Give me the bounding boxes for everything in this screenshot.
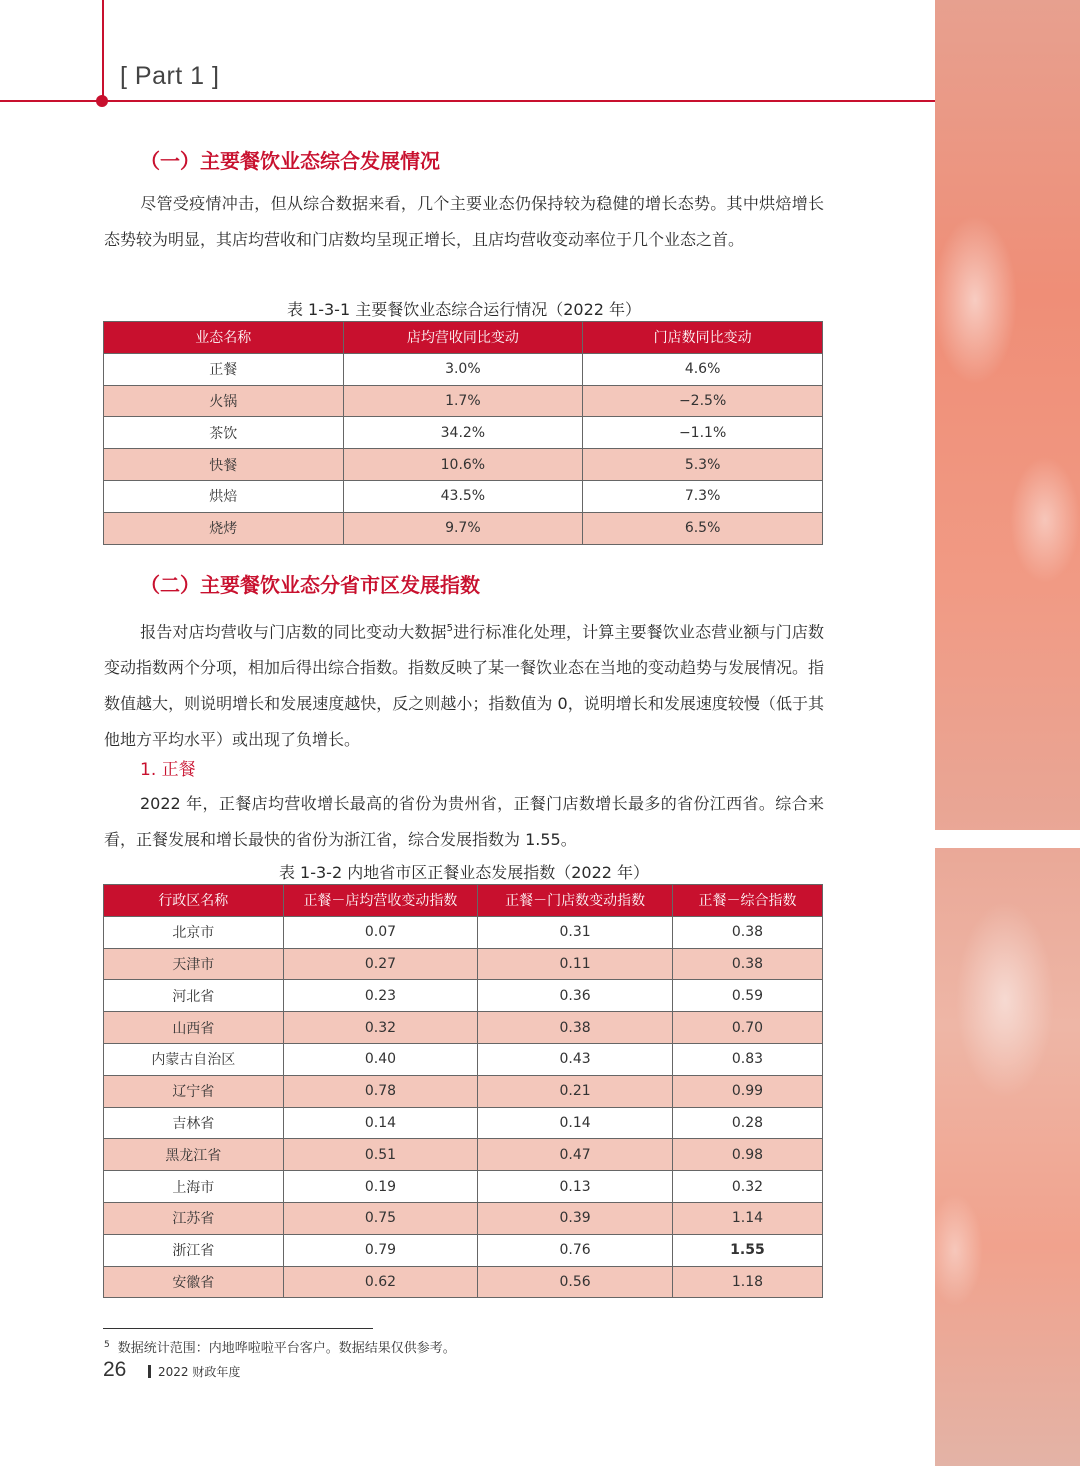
footnote-text: 数据统计范围：内地哗啦啦平台客户。数据结果仅供参考。 xyxy=(117,1341,456,1356)
table-row xyxy=(104,980,823,1012)
table1-header-row xyxy=(104,322,823,354)
table-cell: 0.11 xyxy=(478,948,673,980)
table-cell: 烧烤 xyxy=(104,512,344,544)
table-cell: 1.14 xyxy=(672,1202,822,1234)
table2 xyxy=(103,884,823,1298)
section2-title: （二）主要餐饮业态分省市区发展指数 xyxy=(140,573,480,597)
subsection-paragraph: 2022 年，正餐店均营收增长最高的省份为贵州省，正餐门店数增长最多的省份江西省。综合来看，正餐发展和增长最快的省份为浙江省，综合发展指数为 1.55。 xyxy=(104,794,824,849)
table-cell: 0.76 xyxy=(478,1234,673,1266)
table1-header: 门店数同比变动 xyxy=(583,322,823,354)
table-row xyxy=(104,1107,823,1139)
table-cell: 0.32 xyxy=(672,1171,822,1203)
table-row xyxy=(104,1139,823,1171)
table-cell: 烘焙 xyxy=(104,480,344,512)
table-cell: 吉林省 xyxy=(104,1107,284,1139)
table-row xyxy=(104,480,823,512)
table-cell: 0.36 xyxy=(478,980,673,1012)
side-photo-divider xyxy=(935,830,1080,848)
table-cell: 34.2% xyxy=(343,417,583,449)
table-row xyxy=(104,385,823,417)
table-row xyxy=(104,1202,823,1234)
table-cell-highlight: 1.55 xyxy=(672,1234,822,1266)
table-cell: 5.3% xyxy=(583,449,823,481)
table-cell: 0.32 xyxy=(283,1012,478,1044)
table-cell: 0.14 xyxy=(478,1107,673,1139)
table-cell: 黑龙江省 xyxy=(104,1139,284,1171)
table-row xyxy=(104,1075,823,1107)
table-cell: 0.19 xyxy=(283,1171,478,1203)
table-cell: 0.28 xyxy=(672,1107,822,1139)
table-cell: 0.38 xyxy=(672,948,822,980)
publication-name: 2022 财政年度 xyxy=(158,1365,241,1379)
table2-header: 行政区名称 xyxy=(104,885,284,917)
table1-caption: 表 1-3-1 主要餐饮业态综合运行情况（2022 年） xyxy=(286,300,642,319)
table-cell: 天津市 xyxy=(104,948,284,980)
table2-header: 正餐－门店数变动指数 xyxy=(478,885,673,917)
table-cell: 0.31 xyxy=(478,916,673,948)
table-cell: 0.21 xyxy=(478,1075,673,1107)
table-cell: 7.3% xyxy=(583,480,823,512)
table-cell: 江苏省 xyxy=(104,1202,284,1234)
table-row xyxy=(104,948,823,980)
table-cell: 0.38 xyxy=(672,916,822,948)
table-row xyxy=(104,417,823,449)
table-cell: 0.27 xyxy=(283,948,478,980)
table2-header: 正餐－综合指数 xyxy=(672,885,822,917)
table-cell: 43.5% xyxy=(343,480,583,512)
table-cell: 0.78 xyxy=(283,1075,478,1107)
table-cell: 0.62 xyxy=(283,1266,478,1298)
table-cell: 1.7% xyxy=(343,385,583,417)
section1-title: （一）主要餐饮业态综合发展情况 xyxy=(140,149,440,173)
table-cell: 3.0% xyxy=(343,353,583,385)
table-cell: 9.7% xyxy=(343,512,583,544)
header-dot xyxy=(96,95,108,107)
table1-header: 业态名称 xyxy=(104,322,344,354)
table-cell: 0.23 xyxy=(283,980,478,1012)
table-cell: 0.07 xyxy=(283,916,478,948)
table-cell: 北京市 xyxy=(104,916,284,948)
header-vertical-rule xyxy=(102,0,104,102)
table-row xyxy=(104,1043,823,1075)
table-cell: 0.75 xyxy=(283,1202,478,1234)
section2-paragraph: 报告对店均营收与门店数的同比变动大数据$^5$进行标准化处理，计算主要餐饮业态营业额与门店数变动指数两个分项，相加后得出综合指数。指数反映了某一餐饮业态在当地的变动趋势与发展情况。指数值越大，则说明增长和发展速度越快，反之则越小；指数值为 0，说明增长和发展速度较慢（低于其他地方平均水平）或出现了负增长。 xyxy=(104,622,825,750)
table-cell: 内蒙古自治区 xyxy=(104,1043,284,1075)
table-cell: 0.51 xyxy=(283,1139,478,1171)
table-cell: 0.83 xyxy=(672,1043,822,1075)
table-cell: 4.6% xyxy=(583,353,823,385)
header-horizontal-rule xyxy=(0,100,935,102)
table1-header: 店均营收同比变动 xyxy=(343,322,583,354)
table2-header: 正餐－店均营收变动指数 xyxy=(283,885,478,917)
table-cell: 0.99 xyxy=(672,1075,822,1107)
footnote-ref: 5 xyxy=(446,623,453,634)
table-row xyxy=(104,1234,823,1266)
table-cell: 正餐 xyxy=(104,353,344,385)
table-cell: 1.18 xyxy=(672,1266,822,1298)
table-row xyxy=(104,916,823,948)
table-cell: 0.47 xyxy=(478,1139,673,1171)
table-cell: 6.5% xyxy=(583,512,823,544)
footnote xyxy=(104,1337,456,1356)
table-row xyxy=(104,1266,823,1298)
table-cell: 0.43 xyxy=(478,1043,673,1075)
table-cell: 0.70 xyxy=(672,1012,822,1044)
table-cell: 山西省 xyxy=(104,1012,284,1044)
table-cell: 浙江省 xyxy=(104,1234,284,1266)
table-cell: 0.14 xyxy=(283,1107,478,1139)
table-cell: −1.1% xyxy=(583,417,823,449)
table-row xyxy=(104,1171,823,1203)
table2-header-row xyxy=(104,885,823,917)
table-cell: 上海市 xyxy=(104,1171,284,1203)
table-cell: 0.39 xyxy=(478,1202,673,1234)
table-cell: 10.6% xyxy=(343,449,583,481)
table-cell: 0.79 xyxy=(283,1234,478,1266)
table-row xyxy=(104,1012,823,1044)
side-photo xyxy=(935,0,1080,1466)
table-cell: 0.40 xyxy=(283,1043,478,1075)
subsection-title: 1. 正餐 xyxy=(140,760,196,780)
table-cell: 河北省 xyxy=(104,980,284,1012)
table-row xyxy=(104,449,823,481)
table-row xyxy=(104,512,823,544)
table-cell: 0.38 xyxy=(478,1012,673,1044)
section1-paragraph: 尽管受疫情冲击，但从综合数据来看，几个主要业态仍保持较为稳健的增长态势。其中烘焙增长态势较为明显，其店均营收和门店数均呈现正增长，且店均营收变动率位于几个业态之首。 xyxy=(104,194,824,249)
part-label: [ Part 1 ] xyxy=(120,62,220,90)
table-cell: 0.98 xyxy=(672,1139,822,1171)
table-row xyxy=(104,353,823,385)
table-cell: 0.59 xyxy=(672,980,822,1012)
table-cell: 辽宁省 xyxy=(104,1075,284,1107)
table-cell: 茶饮 xyxy=(104,417,344,449)
table-cell: 火锅 xyxy=(104,385,344,417)
table1 xyxy=(103,321,823,545)
table-cell: 0.56 xyxy=(478,1266,673,1298)
table-cell: 快餐 xyxy=(104,449,344,481)
table-cell: −2.5% xyxy=(583,385,823,417)
table-cell: 0.13 xyxy=(478,1171,673,1203)
footnote-mark: 5 xyxy=(104,1339,110,1350)
table2-caption: 表 1-3-2 内地省市区正餐业态发展指数（2022 年） xyxy=(278,863,650,882)
page-number: 26 xyxy=(103,1358,127,1381)
table-cell: 安徽省 xyxy=(104,1266,284,1298)
footnote-rule xyxy=(103,1328,373,1329)
footer-bar xyxy=(148,1365,151,1378)
